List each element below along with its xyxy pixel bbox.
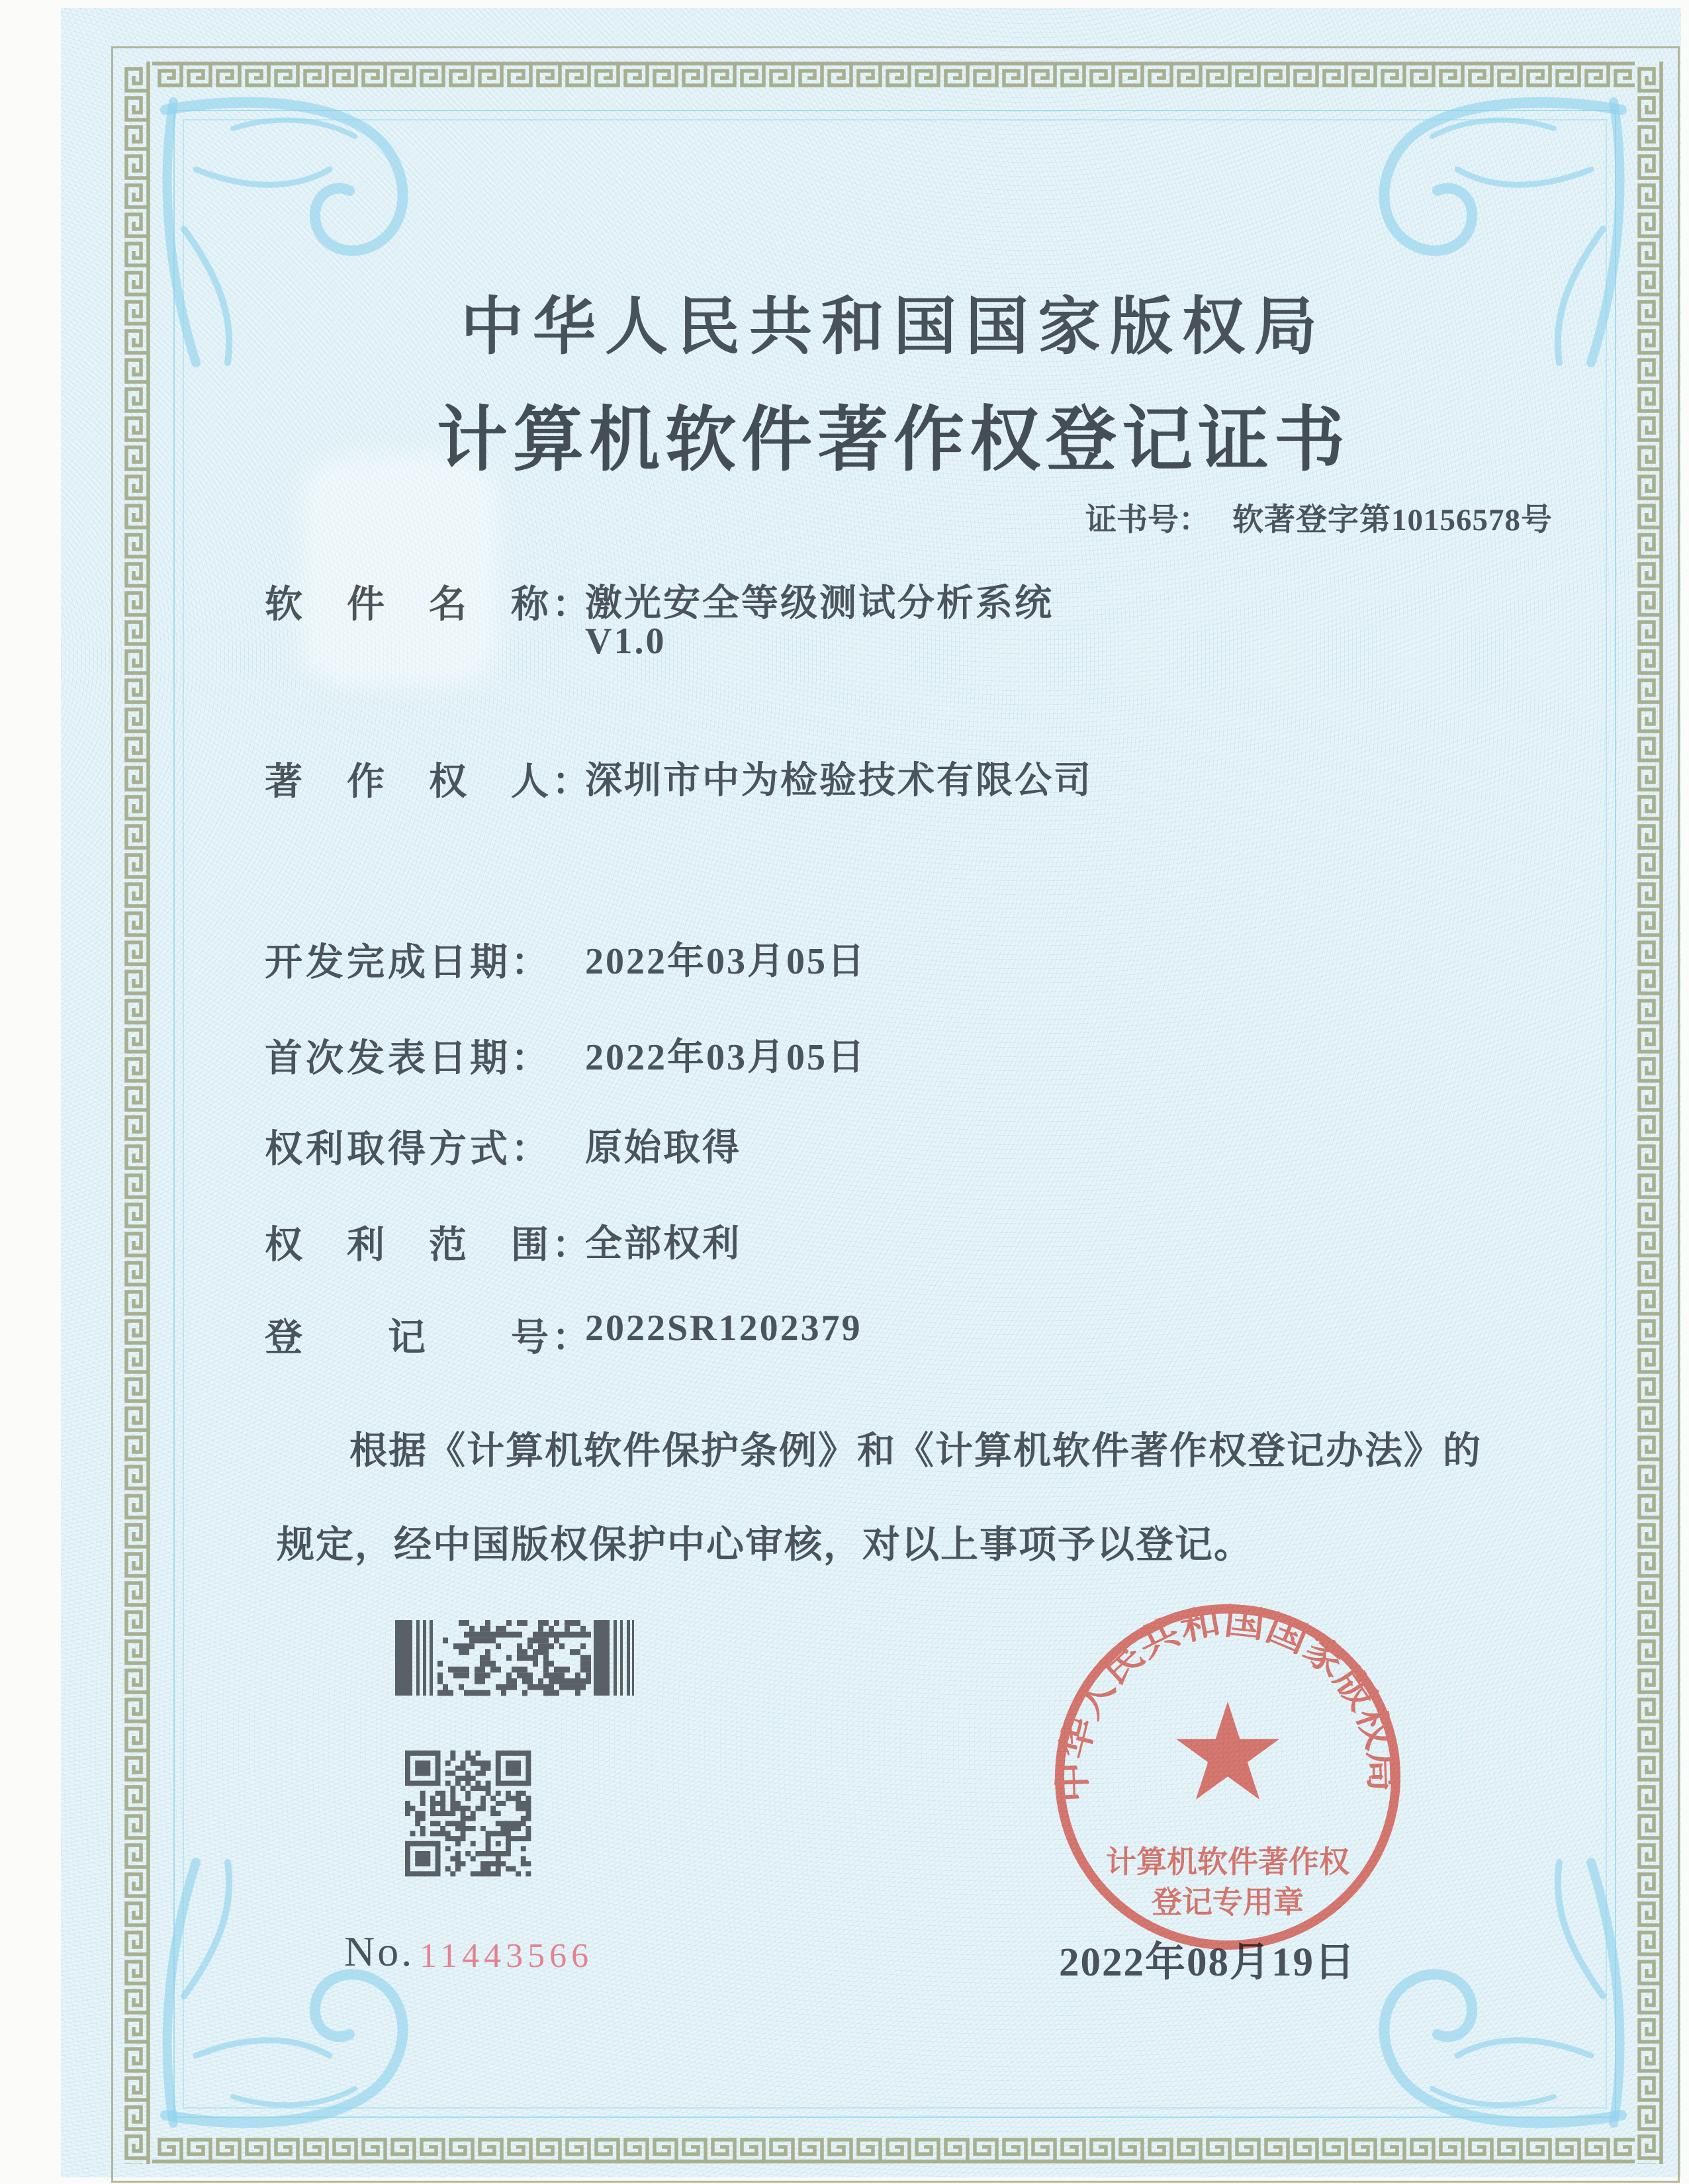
issue-date: 2022年08月19日	[1059, 1940, 1357, 1985]
copyright-owner-label: 著 作 权 人：	[265, 761, 593, 803]
first-publication-date-label: 首次发表日期：	[265, 1038, 552, 1079]
field-row-rights-scope	[0, 1214, 1689, 1314]
barcode-2d	[395, 1617, 636, 1702]
field-row-registration-number	[0, 1307, 1689, 1406]
seal-line-1: 计算机软件著作权	[1106, 1845, 1349, 1879]
certificate-number-value: 软著登字第10156578号	[1232, 503, 1553, 537]
star-icon	[1176, 1702, 1279, 1799]
completion-date-value: 2022年03月05日	[585, 941, 866, 982]
seal-line-2: 登记专用章	[1152, 1886, 1304, 1919]
field-row-rights-acquisition	[0, 1118, 1689, 1218]
greek-key-border-top	[152, 62, 1635, 88]
software-version-value: V1.0	[585, 621, 666, 662]
corner-ornament-bottom-left	[154, 1857, 432, 2135]
serial-number-row	[0, 1927, 1689, 1993]
rights-scope-label: 权 利 范 围：	[265, 1224, 593, 1266]
rights-acquisition-label: 权利取得方式：	[265, 1128, 552, 1170]
field-row-copyright-owner	[0, 751, 1689, 850]
statement-line-1: 根据《计算机软件保护条例》和《计算机软件著作权登记办法》的	[349, 1430, 1482, 1472]
serial-number-value: 11443566	[420, 1937, 594, 1975]
registration-number-label: 登 记 号：	[265, 1317, 593, 1359]
rights-scope-value: 全部权利	[585, 1224, 741, 1265]
first-publication-date-value: 2022年03月05日	[585, 1037, 866, 1078]
field-row-first-publication-date	[0, 1028, 1689, 1127]
software-name-label: 软 件 名 称：	[265, 584, 593, 625]
field-row-software-name	[0, 574, 1689, 673]
field-row-completion-date	[0, 932, 1689, 1031]
authority-name: 中华人民共和国国家版权局	[460, 292, 1326, 362]
rights-acquisition-value: 原始取得	[585, 1128, 741, 1169]
registration-number-value: 2022SR1202379	[585, 1308, 862, 1349]
certificate-title: 计算机软件著作权登记证书	[436, 402, 1350, 480]
completion-date-label: 开发完成日期：	[265, 942, 552, 983]
certificate-number-row	[0, 495, 1689, 541]
greek-key-border-bottom	[152, 2137, 1635, 2163]
official-seal	[1042, 1592, 1413, 1962]
software-name-value: 激光安全等级测试分析系统	[585, 583, 1054, 624]
qr-code	[405, 1751, 532, 1878]
serial-number-label: No.	[344, 1928, 415, 1975]
certificate-number-label: 证书号：	[1085, 503, 1210, 537]
copyright-owner-value: 深圳市中为检验技术有限公司	[585, 760, 1093, 801]
seal-ring-text: 中华人民共和国国家版权局	[1052, 1601, 1403, 1803]
statement-line-2: 规定，经中国版权保护中心审核，对以上事项予以登记。	[277, 1524, 1253, 1566]
